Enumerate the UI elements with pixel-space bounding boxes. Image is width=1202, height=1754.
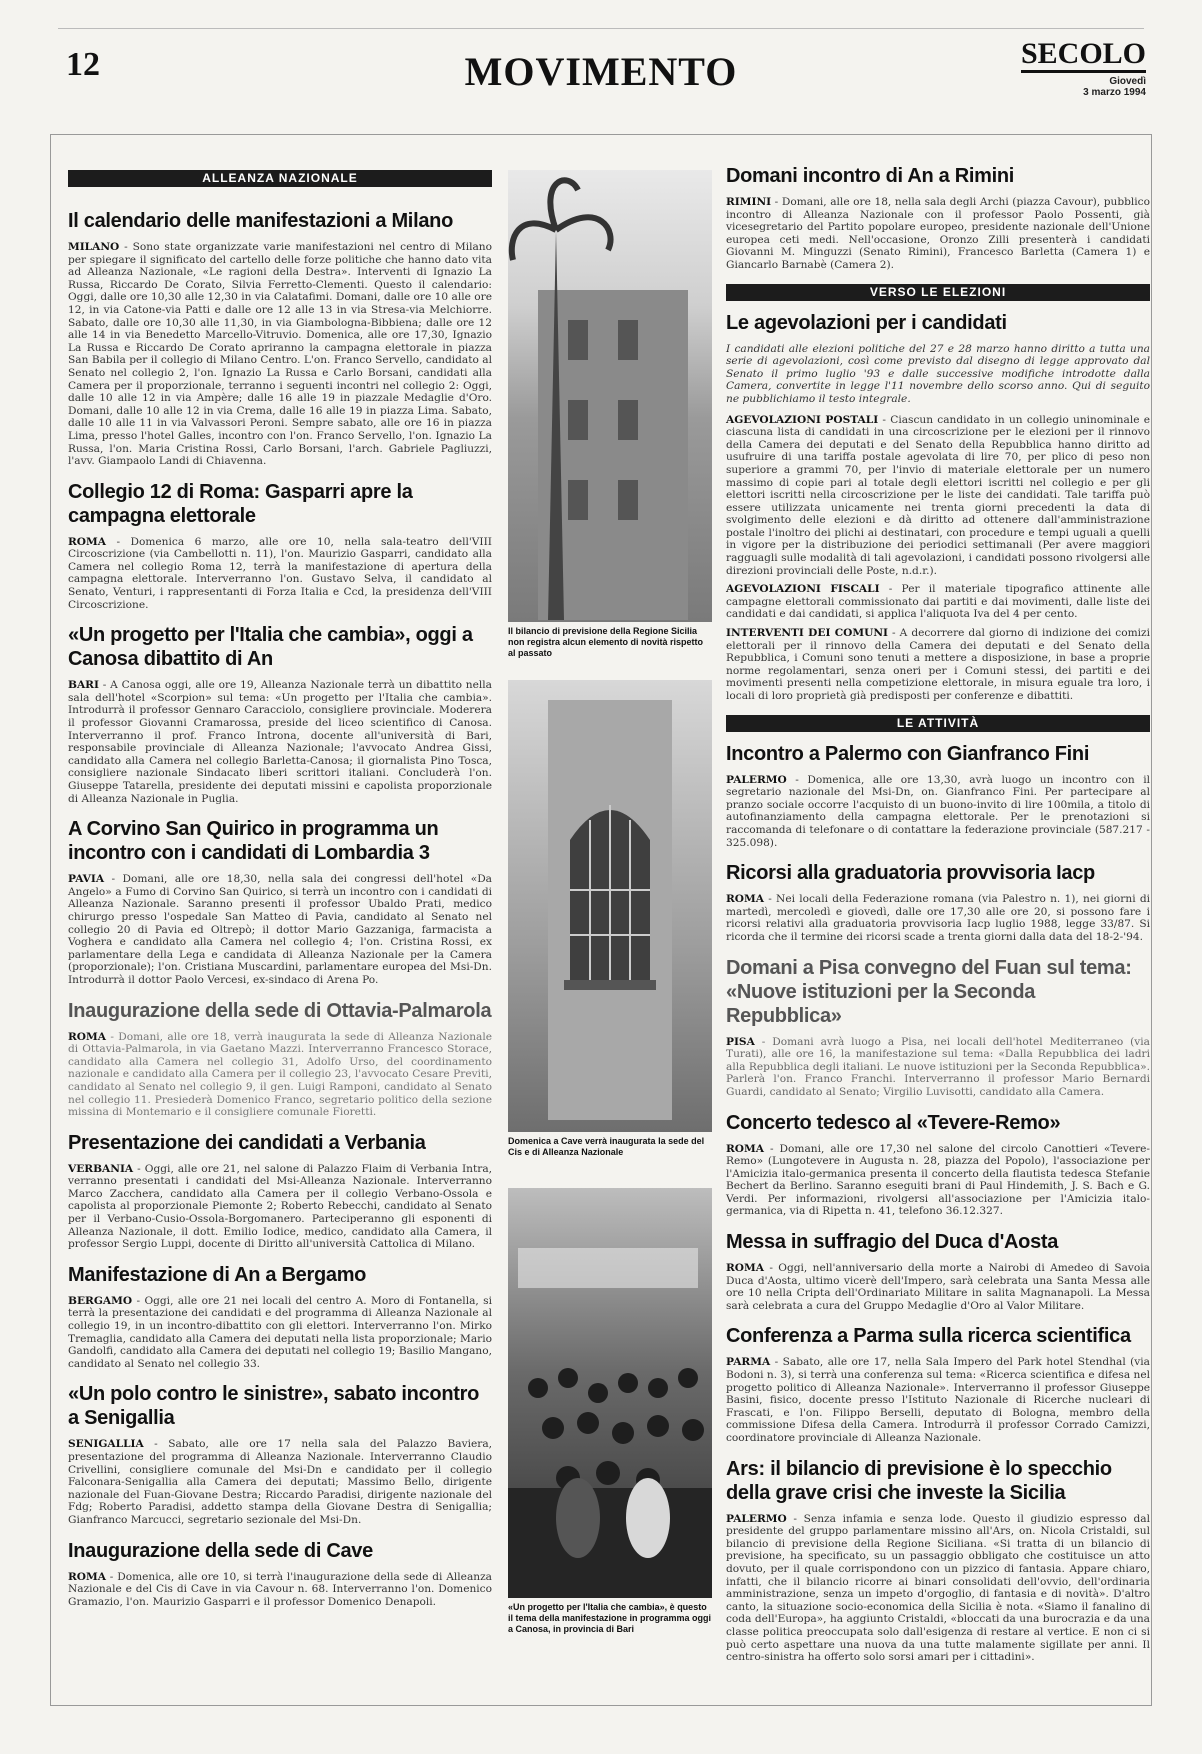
section-band: VERSO LE ELEZIONI [726, 284, 1150, 301]
masthead [1021, 38, 1146, 98]
column-right [726, 165, 1151, 1676]
article-body: SENIGALLIA - Sabato, alle ore 17 nella sala del Palazzo Baviera, presentazione del programma di Alleanza Nazionale. Interverranno Claudio Crivellini, consigliere comunale del Msi-Dn e candidato per il collegio Falconara-Senigallia alla Camera dei deputati; Massimo Bello, dirigente nazionale del Fuan-Giovane Destra; Riccardo Paradisi, dirigente nazionale del Fdg; Roberto Paradisi, addetto stampa della Giovane Destra di Senigallia; Gianfranco Marcucci, segretario sezionale del Msi-Dn. [68, 1438, 492, 1526]
article-body: ROMA - Oggi, nell'anniversario della morte a Nairobi di Amedeo di Savoia Duca d'Aosta, ultimo vicerè dell'Impero, sarà celebrata una Santa Messa alle ore 10 nella Cripta dell'Ordinariato Militare in salita Magnanapoli. La Messa sarà celebrata a cura del Gruppo Medaglie d'Oro al Valor Militare. [726, 1262, 1150, 1312]
article-canosa [68, 623, 492, 805]
article-body: PALERMO - Senza infamia e senza lode. Questo il giudizio espresso dal presidente del gruppo parlamentare missino all'Ars, on. Nicola Cristaldi, sul bilancio di previsione della Regione Siciliana. «Si tratta di un bilancio di previsione, ha specificato, su un passaggio obbligato che costituisce un atto dovuto, per il quale corrispondono con un pizzico di fantasia. Appare chiaro, infatti, che il bilancio ricorre ai binari consolidati dell'ovvio, dell'ordinaria amministrazione, senza un impeto d'orgoglio, di fantasia e di novità». D'altro canto, la situazione socio-economica della Sicilia è nota. «Siamo il fanalino di coda dell'Europa», ha aggiunto Cristaldi, «bloccati da una burocrazia e da una classe politica preoccupata solo dall'esigenza di restare al vertice. E non ci si può certo aspettare una nuova da una tutte malamente sigillate per anni. Il centro-sinistra ha offerto solo sorsi amari per i cittadini». [726, 1512, 1150, 1664]
article-body: BARI - A Canosa oggi, alle ore 19, Alleanza Nazionale terrà un dibattito nella sala dell'hotel «Scorpion» sul tema: «Un progetto per l'Italia che cambia». Introdurrà il professor Gennaro Caracciolo, consigliere provinciale. Moderera il professor Giovanni Cramarossa, preside del liceo scientifico di Canosa. Interverranno il prof. Franco Introna, docente all'università di Bari, responsabile provinciale di Alleanza Nazionale; l'avvocato Andrea Gissi, candidato alla Camera nel collegio Barletta-Canosa; il giornalista Pino Tosca, consigliere nazionale Sindacato liberi scrittori italiani. Concluderà l'on. Giuseppe Tatarella, presidente dei deputati missini e capolista proporzionale di Alleanza Nazionale in Puglia. [68, 679, 492, 805]
article-body: VERBANIA - Oggi, alle ore 21, nel salone di Palazzo Flaim di Verbania Intra, verranno presentati i candidati del Msi-Alleanza Nazionale. Interverranno Marco Zacchera, candidato alla Camera per il collegio Verbano-Ossola e capolista al proporzionale Piemonte 2; Roberto Rebecchi, candidato al Senato per il Verbano-Cusio-Ossola-Borgomanero. Parteciperanno gli esponenti di Alleanza Nazionale, il dott. Emilio Iodice, medico, candidato alla Camera, il professor Sergio Luppi, docente di Diritto all'università Cattolica di Milano. [68, 1162, 492, 1251]
article-body: PISA - Domani avrà luogo a Pisa, nei locali dell'hotel Mediterraneo (via Turati), alle ore 16, la manifestazione sul tema: «Dalla Repubblica dei ladri alla Repubblica degli italiani. Le nuove istituzioni per la Seconda Repubblica». Parlerà l'on. Franco Franchi. Interverranno il professor Mario Bernardi Guardi, candidato al Senato; Virgilio Luvisotti, candidato alla Camera. [726, 1035, 1150, 1098]
article-headline: Concerto tedesco al «Tevere-Remo» [726, 1111, 1061, 1134]
article-headline: Collegio 12 di Roma: Gasparri apre la campagna elettorale [68, 480, 413, 527]
article-headline: Le agevolazioni per i candidati [726, 311, 1007, 334]
crowd-image [508, 1188, 712, 1598]
article-rimini [726, 164, 1150, 272]
article-headline: Inaugurazione della sede di Cave [68, 1539, 373, 1562]
article-body: ROMA - Domani, alle ore 17,30 nel salone del circolo Canottieri «Tevere-Remo» (Lungotevere in Augusta n. 28, piazza del Popolo), l'associazione per l'Amicizia italo-germanica presenta il concerto della flautista tedesca Stefanie Bechert da Berlino. Saranno eseguiti brani di Paul Hindemith, J. S. Bach e G. Verdi. Per informazioni, rivolgersi all'associazione per l'Amicizia italo-germanica, via di Ripetta n. 41, telefono 36.12.327. [726, 1142, 1150, 1218]
header-rule [58, 28, 1144, 29]
article-duca-aosta [726, 1230, 1150, 1312]
article-body: PARMA - Sabato, alle ore 17, nella Sala Impero del Park hotel Stendhal (via Bodoni n. 3), si terrà una conferenza sul tema: «Ricerca scientifica e difesa nel progetto politico di Alleanza Nazionale». Interverranno il professor Giuseppe Basini, fisico, docente presso l'Istituto Nazionale di Ricerche nucleari di Frascati, e l'on. Filippo Berselli, deputato di Bologna, membro della commissione Difesa della Camera. Introdurrà il professor Corrado Camizzi, coordinatore provinciale di Alleanza Nazionale. [726, 1356, 1151, 1444]
article-body: PALERMO - Domenica, alle ore 13,30, avrà luogo un incontro con il segretario nazionale del Msi-Dn, on. Gianfranco Fini. Per partecipare al pranzo sociale occorre l'acquisto di un buono-invito di lire 100mila, a titolo di autofinanziamento della campagna elettorale. Per le prenotazioni si raccomanda di telefonare o di contattare la federazione provinciale (587.217 - 325.098). [726, 773, 1150, 849]
photo-caption: «Un progetto per l'Italia che cambia», è questo il tema della manifestazione in programma oggi a Canosa, in provincia di Bari [508, 1602, 712, 1634]
page-number: 12 [66, 46, 100, 83]
article-ottavia [68, 999, 492, 1119]
article-headline: Ricorsi alla graduatoria provvisoria Iacp [726, 862, 1095, 885]
article-body: ROMA - Domani, alle ore 18, verrà inaugurata la sede di Alleanza Nazionale di Ottavia-Palmarola, in via Gaetano Mazzi. Interverranno Francesco Storace, candidato alla Camera nel collegio 31, Adolfo Urso, del coordinamento nazionale e candidato alla Camera per il collegio 23, l'avvocato Cesare Previti, candidato al Senato nel collegio 9, il gen. Luigi Ramponi, candidato al Senato nel collegio 11. Presiederà Domenico Franco, segretario politico della sezione missina di Montemario e il consigliere comunale Fioretti. [68, 1030, 492, 1119]
article-headline: Conferenza a Parma sulla ricerca scientifica [726, 1325, 1131, 1348]
article-body: ROMA - Domenica 6 marzo, alle ore 10, nella sala-teatro dell'VIII Circoscrizione (via Cambellotti n. 11), l'on. Maurizio Gasparri, candidato alla Camera nel collegio Roma 12, terrà la manifestazione di apertura della campagna elettorale. Interverranno l'on. Gustavo Selva, il candidato al Senato, Venturi, i rappresentanti di Forza Italia e Ccd, la presidenza dell'VIII Circoscrizione. [68, 535, 492, 611]
article-iacp [726, 861, 1150, 943]
article-intro: I candidati alle elezioni politiche del 27 e 28 marzo hanno diritto a tutta una serie di agevolazioni, così come previsto dal disegno di legge approvato dal Senato il primo luglio '93 e dalle successive modifiche introdotte dalla Camera, convertite in legge l'11 novembre dello scorso anno. Qui di seguito ne pubblichiamo il testo integrale. [726, 342, 1150, 405]
photo-caption: Il bilancio di previsione della Regione Sicilia non registra alcun elemento di novità rispetto al passato [508, 626, 704, 658]
article-pisa-fuan [726, 956, 1150, 1099]
building-facade-image [508, 680, 712, 1132]
photo-caption: Domenica a Cave verrà inaugurata la sede del Cis e di Alleanza Nazionale [508, 1136, 705, 1157]
column-alleanza-nazionale [68, 170, 492, 1620]
article-corvino [68, 817, 492, 986]
palm-building-image [508, 170, 712, 622]
article-headline: A Corvino San Quirico in programma un incontro con i candidati di Lombardia 3 [68, 818, 439, 865]
article-agevolazioni [726, 311, 1150, 703]
article-palermo-fini [726, 742, 1150, 850]
article-headline: Il calendario delle manifestazioni a Milano [68, 210, 453, 232]
article-headline: Inaugurazione della sede di Ottavia-Palmarola [68, 999, 492, 1022]
photo-palermo-building [508, 170, 712, 622]
section-title: MOVIMENTO [464, 49, 738, 94]
article-bergamo [68, 1263, 492, 1371]
article-headline: «Un progetto per l'Italia che cambia», oggi a Canosa dibattito di An [68, 624, 473, 671]
photo-canosa-crowd [508, 1188, 712, 1598]
article-headline: Domani a Pisa convegno del Fuan sul tema: «Nuove istituzioni per la Seconda Repubblica» [726, 956, 1132, 1027]
article-roma-gasparri [68, 480, 492, 612]
column-photos [508, 170, 712, 1635]
article-body: RIMINI - Domani, alle ore 18, nella sala degli Archi (piazza Cavour), pubblico incontro di Alleanza Nazionale con il professor Paolo Possenti, già vicesegretario del Partito popolare europeo, presidente nazionale dell'Unione europea ceti medi. Nell'occasione, Oronzo Zilli presenterà i candidati Giovanni M. Minguzzi (Senato Rimini), Francesco Barletta (Camera 1) e Giancarlo Barnabè (Camera 2). [726, 196, 1150, 271]
article-headline: Incontro a Palermo con Gianfranco Fini [726, 742, 1090, 765]
article-ars-sicilia [726, 1457, 1150, 1664]
article-body: ROMA - Domenica, alle ore 10, si terrà l'inaugurazione della sede di Alleanza Nazionale e del Cis di Cave in via Cavour n. 68. Interverranno l'on. Domenico Gramazio, l'on. Maurizio Gasparri e il professor Domenico Denapoli. [68, 1570, 492, 1608]
article-senigallia [68, 1382, 492, 1526]
issue-weekday: Giovedì [1109, 76, 1146, 87]
article-body: MILANO - Sono state organizzate varie manifestazioni nel centro di Milano per spiegare il significato del cartello delle forze politiche che hanno dato vita ad Alleanza Nazionale, «Le ragioni della Destra». Interventi di Ignazio La Russa, Riccardo De Corato, Silvia Ferretto-Clementi. Questo il calendario: Oggi, dalle ore 10,30 alle 12,30 in via Calatafimi. Domani, dalle ore 10 alle ore 12, in via Catone-via Patti e dalle ore 12 alle 13 in via Stresa-via Melchiorre. Sabato, dalle ore 10,30 alle 11,30, in via Giambologna-Bibbiena; dalle ore 12 alle 14 in via Benedetto Marcello-Vitruvio. Domenica, alle ore 17,30, Ignazio La Russa e Riccardo De Corato apriranno la campagna elettorale in piazza San Babila per il collegio di Milano Centro. L'on. Franco Servello, candidato al Senato nel collegio 2, l'on. Ignazio La Russa e Carlo Borsani, candidati alla Camera per il proporzionale, terranno i seguenti incontri nel collegio 2: Oggi, dalle 10 alle 12 in via Ampère; dalle 16 alle 19 in piazzale Medaglie d'Oro. Domani, dalle 10 alle 12 in via Crema, dalle 16 alle 19 in piazza Lima. Sabato, dalle 10 alle 11 in via Valvassori Peroni. Sempre sabato, alle ore 16 in piazza Lima, presso l'hotel Galles, incontro con l'on. Franco Servello, l'on. Ignazio La Russa, l'on. Maria Cristina Rossi, Carlo Borsani, l'arch. Gabriele Pagliuzzi, l'avv. Giampaolo Landi di Chiavenna. [68, 241, 492, 468]
article-verbania [68, 1131, 492, 1251]
section-band: LE ATTIVITÀ [726, 715, 1150, 732]
article-cave [68, 1539, 492, 1609]
article-headline: «Un polo contro le sinistre», sabato incontro a Senigallia [68, 1383, 480, 1430]
article-paragraph: INTERVENTI DEI COMUNI - A decorrere dal giorno di indizione dei comizi elettorali per il rinnovo della Camera dei deputati e del Senato della Repubblica, i Comuni sono tenuti a mettere a disposizione, in base a proprie norme regolamentari, senza oneri per i Comuni stessi, dei partiti e dei movimenti presenti nella competizione elettorale, in misura eguale tra loro, i locali di loro proprietà già predisposti per conferenze e dibattiti. [726, 627, 1150, 702]
article-paragraph: AGEVOLAZIONI FISCALI - Per il materiale tipografico attinente alle campagne elettorali commissionato dai partiti e dai movimenti, dalle liste dei candidati e dai candidati, si applica l'aliquota Iva del 4 per cento. [726, 583, 1151, 621]
article-milano [68, 209, 492, 468]
article-headline: Messa in suffragio del Duca d'Aosta [726, 1231, 1059, 1254]
issue-date: 3 marzo 1994 [1083, 87, 1146, 98]
article-body: ROMA - Nei locali della Federazione romana (via Palestro n. 1), nei giorni di martedì, mercoledì e giovedì, dalle ore 17,30 alle ore 20, si possono fare i ricorsi relativi alla graduatoria provvisoria Iacp luglio 1988, legge 33/87. Si ricorda che il termine dei ricorsi scade a trenta giorni dalla data del 18-2-'94. [726, 893, 1150, 943]
article-headline: Ars: il bilancio di previsione è lo specchio della grave crisi che investe la Sicilia [726, 1457, 1112, 1504]
article-body: BERGAMO - Oggi, alle ore 21 nei locali del centro A. Moro di Fontanella, si terrà la presentazione dei candidati e del programma di Alleanza Nazionale al collegio 19, in un incontro-dibattito con gli elettori. Interverranno l'on. Mirko Tremaglia, candidato alla Camera dei deputati nella lista proporzionale; Mario Gandolfi, candidato alla Camera dei deputati nel collegio 19; Basilio Mangano, candidato al Senato nel collegio 33. [68, 1294, 492, 1370]
article-tevere-remo [726, 1111, 1150, 1219]
newspaper-logo: SECOLO [1021, 38, 1146, 73]
article-headline: Domani incontro di An a Rimini [726, 165, 1015, 187]
section-band: ALLEANZA NAZIONALE [68, 170, 492, 187]
article-parma [726, 1324, 1150, 1444]
article-paragraph: AGEVOLAZIONI POSTALI - Ciascun candidato in un collegio uninominale e ciascuna lista di candidati in una circoscrizione per le elezioni per il rinnovo della Camera dei deputati e del Senato della Repubblica hanno diritto ad usufruire di una tariffa postale agevolata di lire 70, per plico di peso non superiore a grammi 70, per l'invio di materiale elettorale per un numero massimo di copie pari al totale degli elettori iscritti nel collegio e per gli elettori iscritti nella circoscrizione per le liste dei candidati. Tale tariffa può essere utilizzata unicamente nei trenta giorni precedenti la data di svolgimento delle elezioni e dà diritto ad ottenere dall'amministrazione postale l'inoltro dei plichi ai destinatari, con procedure e tempi uguali a quelli in vigore per la distribuzione dei periodici settimanali (Per avere maggiori ragguagli sulle modalità di tali agevolazioni, i candidati possono rivolgersi alle direzioni provinciali delle Poste, n.d.r.). [726, 413, 1150, 577]
photo-cave-facade [508, 680, 712, 1132]
article-headline: Manifestazione di An a Bergamo [68, 1263, 367, 1286]
article-body: PAVIA - Domani, alle ore 18,30, nella sala dei congressi dell'hotel «Da Angelo» a Fumo di Corvino San Quirico, si terrà un incontro con i candidati di Alleanza Nazionale. Saranno presenti il professor Ubaldo Prati, medico chirurgo presso l'ospedale San Matteo di Pavia, candidato al Senato nel collegio 20 di Pavia ed Oltrepò; il dottor Mario Gazzaniga, farmacista a Voghera e candidato alla Camera nel collegio 4; l'on. Cristina Rossi, ex parlamentare della Lega e candidata di Alleanza Nazionale per la Camera (proporzionale); l'on. Cristiana Muscardini, parlamentare europea del Msi-Dn. Introdurrà il dottor Paolo Vercesi, ex-sindaco di Arena Po. [68, 873, 492, 986]
article-headline: Presentazione dei candidati a Verbania [68, 1131, 426, 1154]
